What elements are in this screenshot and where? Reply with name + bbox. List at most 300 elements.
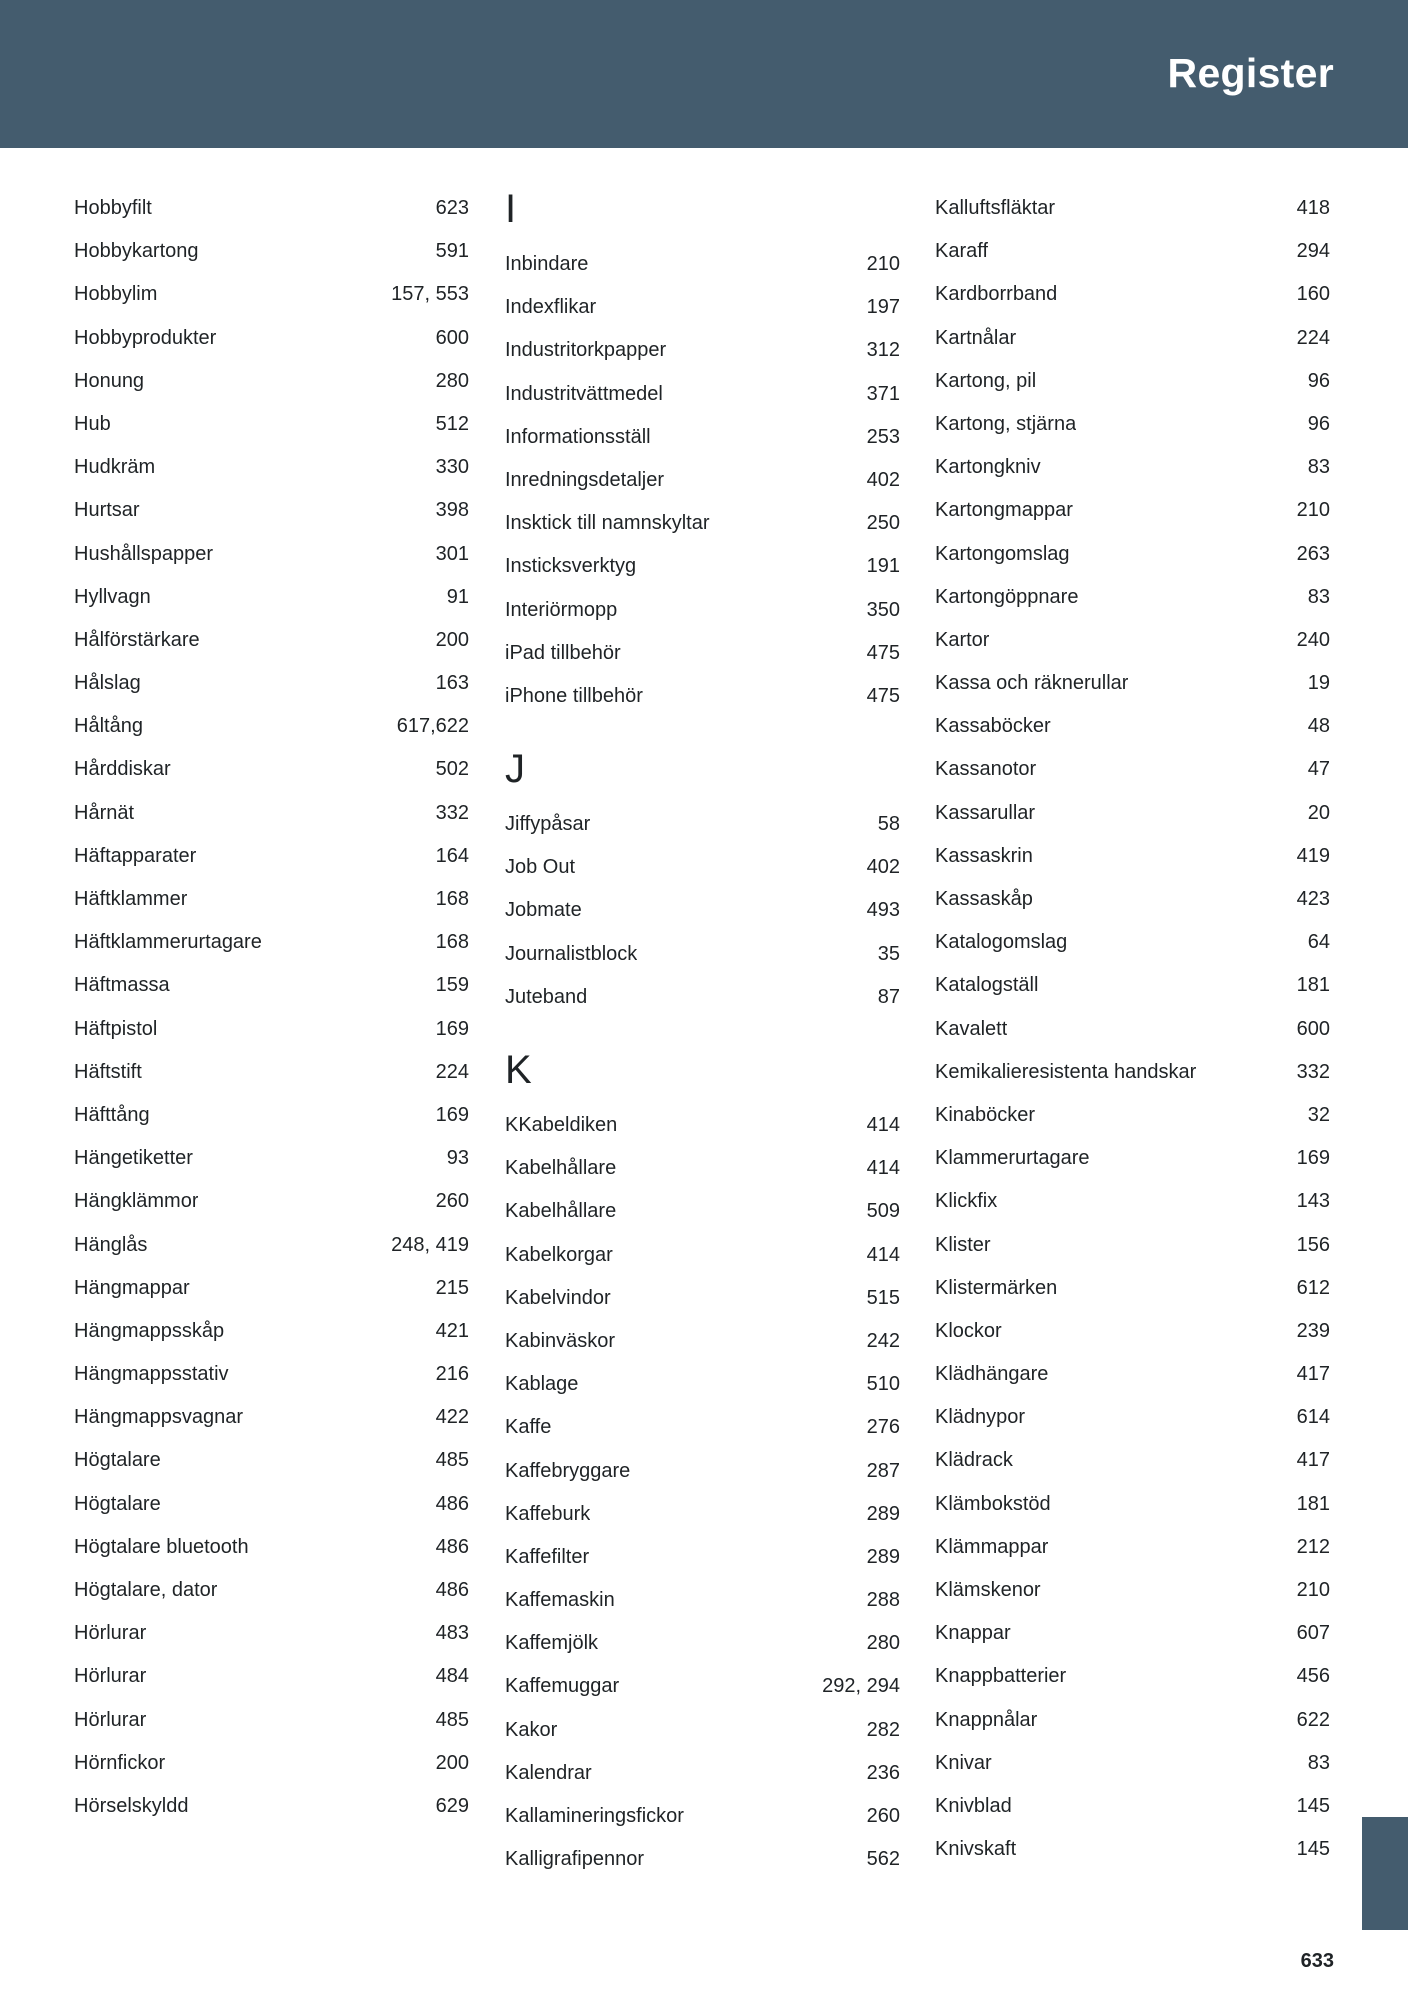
index-term: Häftpistol [74, 1017, 158, 1040]
section-letter: I [505, 187, 517, 231]
index-term: Kassa och räknerullar [935, 672, 1129, 695]
index-term: Knappar [935, 1622, 1011, 1645]
index-entry [74, 1699, 469, 1742]
index-term: Kalendrar [505, 1761, 592, 1784]
index-term: Hörlurar [74, 1665, 147, 1688]
index-term: Kavalett [935, 1017, 1008, 1040]
index-entry [935, 273, 1330, 316]
index-page-ref: 591 [435, 240, 469, 263]
index-entry [935, 1310, 1330, 1353]
index-page-ref: 163 [435, 672, 469, 695]
index-page-ref: 263 [1296, 542, 1330, 565]
index-entry [74, 317, 469, 360]
index-page-ref: 330 [435, 456, 469, 479]
index-entry [935, 878, 1330, 921]
section-side-tab [1362, 1817, 1408, 1930]
index-term: Häftapparater [74, 844, 197, 867]
index-page-ref: 600 [435, 326, 469, 349]
index-column-3 [935, 187, 1330, 1871]
index-entry [935, 1137, 1330, 1180]
index-page-ref: 486 [435, 1579, 469, 1601]
index-term: Häftstift [74, 1060, 142, 1083]
index-page-ref: 332 [435, 801, 469, 824]
index-entry [505, 545, 900, 588]
index-term: Kabinväskor [505, 1329, 616, 1352]
index-entry [74, 1569, 469, 1612]
index-term: Hub [74, 412, 111, 435]
index-page-ref: 143 [1296, 1190, 1330, 1213]
index-term: Kabelvindor [505, 1286, 611, 1309]
index-term: Honung [74, 369, 145, 392]
index-page-ref: 58 [877, 813, 900, 836]
index-entry [505, 1536, 900, 1579]
index-term: iPad tillbehör [505, 641, 621, 664]
index-page-ref: 421 [435, 1319, 469, 1342]
index-page-ref: 83 [1307, 456, 1330, 479]
index-page-ref: 169 [1296, 1147, 1330, 1170]
index-page-ref: 93 [446, 1147, 469, 1170]
index-term: Journalistblock [505, 942, 638, 965]
index-entry [74, 360, 469, 403]
index-page-ref: 276 [866, 1416, 900, 1439]
index-term: Kaffebryggare [505, 1459, 631, 1482]
index-entry [74, 1137, 469, 1180]
index-entry [505, 1752, 900, 1795]
index-page-ref: 253 [866, 425, 900, 448]
index-page-ref: 350 [866, 598, 900, 621]
index-entry [935, 835, 1330, 878]
index-term: Högtalare bluetooth [74, 1535, 249, 1558]
index-term: Knivblad [935, 1794, 1012, 1817]
index-term: Klämbokstöd [935, 1492, 1051, 1515]
index-page-ref: 260 [435, 1190, 469, 1213]
index-term: Högtalare [74, 1492, 161, 1515]
index-term: Katalogställ [935, 974, 1039, 997]
index-entry [505, 1234, 900, 1277]
index-term: Klädnypor [935, 1406, 1026, 1429]
index-page-ref: 181 [1296, 974, 1330, 997]
index-entry [935, 748, 1330, 791]
index-term: Kemikalieresistenta handskar [935, 1060, 1197, 1083]
index-entry [74, 705, 469, 748]
index-term: Klister [935, 1233, 991, 1256]
index-entry [74, 273, 469, 316]
index-term: Klämskenor [935, 1579, 1041, 1601]
index-page-ref: 240 [1296, 628, 1330, 651]
index-term: Hobbykartong [74, 240, 199, 263]
index-page-ref: 287 [866, 1459, 900, 1482]
index-entry [935, 705, 1330, 748]
index-entry [935, 1828, 1330, 1871]
index-term: Kartongomslag [935, 542, 1070, 565]
index-page-ref: 159 [435, 974, 469, 997]
index-page-ref: 485 [435, 1449, 469, 1472]
index-term: Hårnät [74, 801, 135, 824]
index-page-ref: 512 [435, 412, 469, 435]
index-term: Klädhängare [935, 1363, 1049, 1386]
index-entry [935, 1224, 1330, 1267]
index-page-ref: 32 [1307, 1103, 1330, 1126]
index-entry [935, 792, 1330, 835]
index-term: Kartor [935, 628, 990, 651]
index-page-ref: 160 [1296, 283, 1330, 306]
index-entry [74, 921, 469, 964]
index-term: Klistermärken [935, 1276, 1058, 1299]
index-entry [505, 373, 900, 416]
index-page-ref: 515 [866, 1286, 900, 1309]
index-page-ref: 156 [1296, 1233, 1330, 1256]
index-page-ref: 280 [866, 1632, 900, 1655]
index-entry [935, 1396, 1330, 1439]
index-page-ref: 145 [1296, 1838, 1330, 1861]
index-term: Knappnålar [935, 1708, 1038, 1731]
index-entry [505, 803, 900, 846]
index-entry [74, 1094, 469, 1137]
index-entry [935, 1742, 1330, 1785]
index-page-ref: 562 [866, 1848, 900, 1871]
index-entry [505, 459, 900, 502]
index-term: Kartong, stjärna [935, 412, 1077, 435]
index-entry [74, 1396, 469, 1439]
index-page-ref: 493 [866, 899, 900, 922]
index-entry [74, 1483, 469, 1526]
index-section [505, 747, 900, 1019]
index-entry [74, 619, 469, 662]
index-page-ref: 607 [1296, 1622, 1330, 1645]
index-page-ref: 239 [1296, 1319, 1330, 1342]
index-entry [505, 1450, 900, 1493]
index-page-ref: 486 [435, 1492, 469, 1515]
index-entry [935, 230, 1330, 273]
index-term: Kartong, pil [935, 369, 1037, 392]
index-page-ref: 191 [866, 555, 900, 578]
index-entry [74, 533, 469, 576]
index-page-ref: 483 [435, 1622, 469, 1645]
index-entry [505, 1838, 900, 1881]
index-page-ref: 332 [1296, 1060, 1330, 1083]
index-term: Hushållspapper [74, 542, 213, 565]
index-entry [505, 933, 900, 976]
header-bar [0, 0, 1408, 148]
index-entry [505, 1320, 900, 1363]
index-entry [935, 489, 1330, 532]
index-page-ref: 475 [866, 641, 900, 664]
index-page-ref: 216 [435, 1363, 469, 1386]
index-entry [74, 403, 469, 446]
index-term: Häftklammerurtagare [74, 931, 262, 954]
index-page-ref: 484 [435, 1665, 469, 1688]
index-entry [74, 576, 469, 619]
index-page-ref: 402 [866, 468, 900, 491]
index-term: Kinaböcker [935, 1103, 1036, 1126]
index-page-ref: 87 [877, 985, 900, 1008]
index-term: Hyllvagn [74, 585, 151, 608]
index-page-ref: 402 [866, 856, 900, 879]
index-term: Hudkräm [74, 456, 156, 479]
index-term: Hänglås [74, 1233, 148, 1256]
index-entry [505, 846, 900, 889]
index-term: Kaffeburk [505, 1502, 591, 1525]
index-column-1 [74, 187, 469, 1828]
index-entry [505, 1493, 900, 1536]
index-entry [74, 1526, 469, 1569]
index-page-ref: 168 [435, 931, 469, 954]
index-term: Kartongmappar [935, 499, 1073, 522]
index-entry [74, 1439, 469, 1482]
index-page-ref: 169 [435, 1103, 469, 1126]
index-entry [505, 243, 900, 286]
index-entry [74, 1051, 469, 1094]
index-term: Kaffemuggar [505, 1675, 620, 1698]
index-entry [935, 1785, 1330, 1828]
index-entry [74, 489, 469, 532]
index-term: Hörlurar [74, 1622, 147, 1645]
index-entry [505, 1579, 900, 1622]
index-term: Kabelkorgar [505, 1243, 613, 1266]
index-page-ref: 224 [1296, 326, 1330, 349]
index-page-ref: 64 [1307, 931, 1330, 954]
index-page-ref: 612 [1296, 1276, 1330, 1299]
index-term: Industritorkpapper [505, 339, 667, 362]
index-term: Kardborrband [935, 283, 1058, 306]
index-term: Jiffypåsar [505, 813, 591, 836]
index-entry [935, 1526, 1330, 1569]
index-page-ref: 210 [1296, 499, 1330, 522]
index-term: Hobbylim [74, 283, 158, 306]
index-entry [935, 1655, 1330, 1698]
index-term: Kartongöppnare [935, 585, 1079, 608]
index-entry [935, 1483, 1330, 1526]
index-page-ref: 83 [1307, 585, 1330, 608]
index-entry [74, 1310, 469, 1353]
index-page-ref: 414 [866, 1114, 900, 1136]
index-term: Interiörmopp [505, 598, 618, 621]
index-term: Klämmappar [935, 1535, 1049, 1558]
index-page-ref: 289 [866, 1545, 900, 1568]
index-term: Insticksverktyg [505, 555, 637, 578]
index-page-ref: 617,622 [396, 715, 469, 738]
index-entry [74, 1785, 469, 1828]
index-page-ref: 168 [435, 888, 469, 910]
index-page-ref: 456 [1296, 1665, 1330, 1688]
index-entry [935, 1699, 1330, 1742]
index-entry [74, 1008, 469, 1051]
index-page-ref: 422 [435, 1406, 469, 1429]
index-term: Hörnfickor [74, 1751, 166, 1774]
index-term: iPhone tillbehör [505, 684, 643, 707]
index-entry [74, 1353, 469, 1396]
index-entry [935, 360, 1330, 403]
index-entry [935, 403, 1330, 446]
index-term: Hängklämmor [74, 1190, 199, 1213]
index-page-ref: 301 [435, 542, 469, 565]
index-page-ref: 417 [1296, 1449, 1330, 1472]
index-term: Hurtsar [74, 499, 140, 522]
index-term: Hobbyprodukter [74, 326, 217, 349]
index-term: Job Out [505, 856, 576, 879]
index-page-ref: 414 [866, 1243, 900, 1266]
index-page-ref: 250 [866, 512, 900, 535]
index-term: Klockor [935, 1319, 1002, 1342]
index-page-ref: 200 [435, 1751, 469, 1774]
index-page-ref: 509 [866, 1200, 900, 1223]
index-page-ref: 157, 553 [391, 283, 469, 306]
index-term: Hängetiketter [74, 1147, 193, 1170]
index-term: Häfttång [74, 1103, 150, 1126]
index-term: Kartnålar [935, 326, 1017, 349]
index-page-ref: 414 [866, 1157, 900, 1180]
index-page-ref: 280 [435, 369, 469, 392]
index-term: Kartongkniv [935, 456, 1041, 479]
index-entry [505, 1147, 900, 1190]
index-page-ref: 423 [1296, 888, 1330, 910]
index-term: Håltång [74, 715, 143, 738]
index-entry [74, 1224, 469, 1267]
index-entry [935, 1267, 1330, 1310]
index-page-ref: 210 [866, 253, 900, 275]
index-entry [935, 446, 1330, 489]
index-entry [935, 1569, 1330, 1612]
index-page-ref: 486 [435, 1535, 469, 1558]
index-page-ref: 145 [1296, 1794, 1330, 1817]
index-term: Katalogomslag [935, 931, 1068, 954]
index-page-ref: 622 [1296, 1708, 1330, 1731]
index-page-ref: 419 [1296, 844, 1330, 867]
index-entry [505, 1622, 900, 1665]
index-section [505, 1048, 900, 1881]
index-entry [505, 675, 900, 718]
index-entry [935, 1612, 1330, 1655]
index-term: Kaffefilter [505, 1545, 590, 1568]
index-entry [505, 286, 900, 329]
index-entry [505, 889, 900, 932]
index-term: Häftmassa [74, 974, 170, 997]
index-term: Hålslag [74, 672, 141, 695]
index-page-ref: 629 [435, 1794, 469, 1817]
index-term: Hålförstärkare [74, 628, 200, 651]
index-term: Insktick till namnskyltar [505, 512, 710, 535]
index-entry [74, 1267, 469, 1310]
index-term: Knivar [935, 1751, 992, 1774]
index-page-ref: 242 [866, 1329, 900, 1352]
index-term: Hörselskyldd [74, 1794, 189, 1817]
index-page-ref: 200 [435, 628, 469, 651]
index-page-ref: 260 [866, 1805, 900, 1827]
index-term: Karaff [935, 240, 988, 263]
index-term: Knivskaft [935, 1838, 1017, 1861]
index-term: Kassanotor [935, 758, 1037, 781]
index-term: Industritvättmedel [505, 382, 663, 405]
index-term: Inbindare [505, 253, 589, 275]
index-term: Högtalare, dator [74, 1579, 218, 1601]
index-entry [74, 662, 469, 705]
index-page-ref: 91 [446, 585, 469, 608]
index-term: Hårddiskar [74, 758, 171, 781]
index-term: Kaffemjölk [505, 1632, 599, 1655]
index-entry [505, 976, 900, 1019]
index-term: Juteband [505, 985, 588, 1008]
index-term: Indexflikar [505, 296, 597, 319]
index-page-ref: 19 [1307, 672, 1330, 695]
index-entry [935, 1051, 1330, 1094]
index-entry [935, 1353, 1330, 1396]
index-term: Klickfix [935, 1190, 998, 1213]
index-page-ref: 485 [435, 1708, 469, 1731]
index-term: Kabelhållare [505, 1200, 617, 1223]
index-term: Kaffemaskin [505, 1589, 615, 1612]
index-entry [74, 1180, 469, 1223]
index-page-ref: 48 [1307, 715, 1330, 738]
index-page-ref: 96 [1307, 369, 1330, 392]
index-page-ref: 215 [435, 1276, 469, 1299]
index-term: Hängmappsvagnar [74, 1406, 243, 1429]
index-page-ref: 371 [866, 382, 900, 405]
index-page-ref: 282 [866, 1718, 900, 1741]
index-entry [935, 1008, 1330, 1051]
index-term: Kalluftsfläktar [935, 197, 1056, 219]
index-page-ref: 292, 294 [822, 1675, 900, 1698]
index-entry [505, 1709, 900, 1752]
index-column-2 [505, 187, 900, 1910]
index-term: Häftklammer [74, 888, 188, 910]
index-page-ref: 20 [1307, 801, 1330, 824]
index-page-ref: 502 [435, 758, 469, 781]
index-entry [505, 1277, 900, 1320]
index-page-ref: 83 [1307, 1751, 1330, 1774]
index-term: Kassaböcker [935, 715, 1051, 738]
index-page-ref: 398 [435, 499, 469, 522]
index-page-ref: 181 [1296, 1492, 1330, 1515]
index-entry [505, 1795, 900, 1838]
index-page-ref: 475 [866, 684, 900, 707]
index-term: Kassaskåp [935, 888, 1033, 910]
index-entry [74, 187, 469, 230]
index-page-ref: 236 [866, 1761, 900, 1784]
index-entry [935, 921, 1330, 964]
index-term: Inredningsdetaljer [505, 468, 664, 491]
index-page-ref: 210 [1296, 1579, 1330, 1601]
index-entry [74, 1742, 469, 1785]
index-term: Kalligrafipennor [505, 1848, 644, 1871]
index-term: Högtalare [74, 1449, 161, 1472]
index-page-ref: 623 [435, 197, 469, 219]
index-entry [935, 1439, 1330, 1482]
index-page-ref: 212 [1296, 1535, 1330, 1558]
index-term: Kabelhållare [505, 1157, 617, 1180]
index-entry [935, 619, 1330, 662]
index-page-ref: 288 [866, 1589, 900, 1612]
index-entry [935, 576, 1330, 619]
index-page-ref: 96 [1307, 412, 1330, 435]
index-term: Klädrack [935, 1449, 1013, 1472]
index-entry [935, 533, 1330, 576]
index-page-ref: 224 [435, 1060, 469, 1083]
index-page-ref: 294 [1296, 240, 1330, 263]
index-entry [505, 1406, 900, 1449]
index-term: Klammerurtagare [935, 1147, 1090, 1170]
index-entry [505, 1190, 900, 1233]
index-term: KKabeldiken [505, 1114, 618, 1136]
index-term: Informationsställ [505, 425, 651, 448]
index-section [505, 187, 900, 718]
index-term: Hängmappar [74, 1276, 190, 1299]
index-entry [74, 748, 469, 791]
index-entry [74, 835, 469, 878]
index-page-ref: 169 [435, 1017, 469, 1040]
index-term: Kassarullar [935, 801, 1036, 824]
index-entry [74, 1655, 469, 1698]
index-entry [935, 1180, 1330, 1223]
